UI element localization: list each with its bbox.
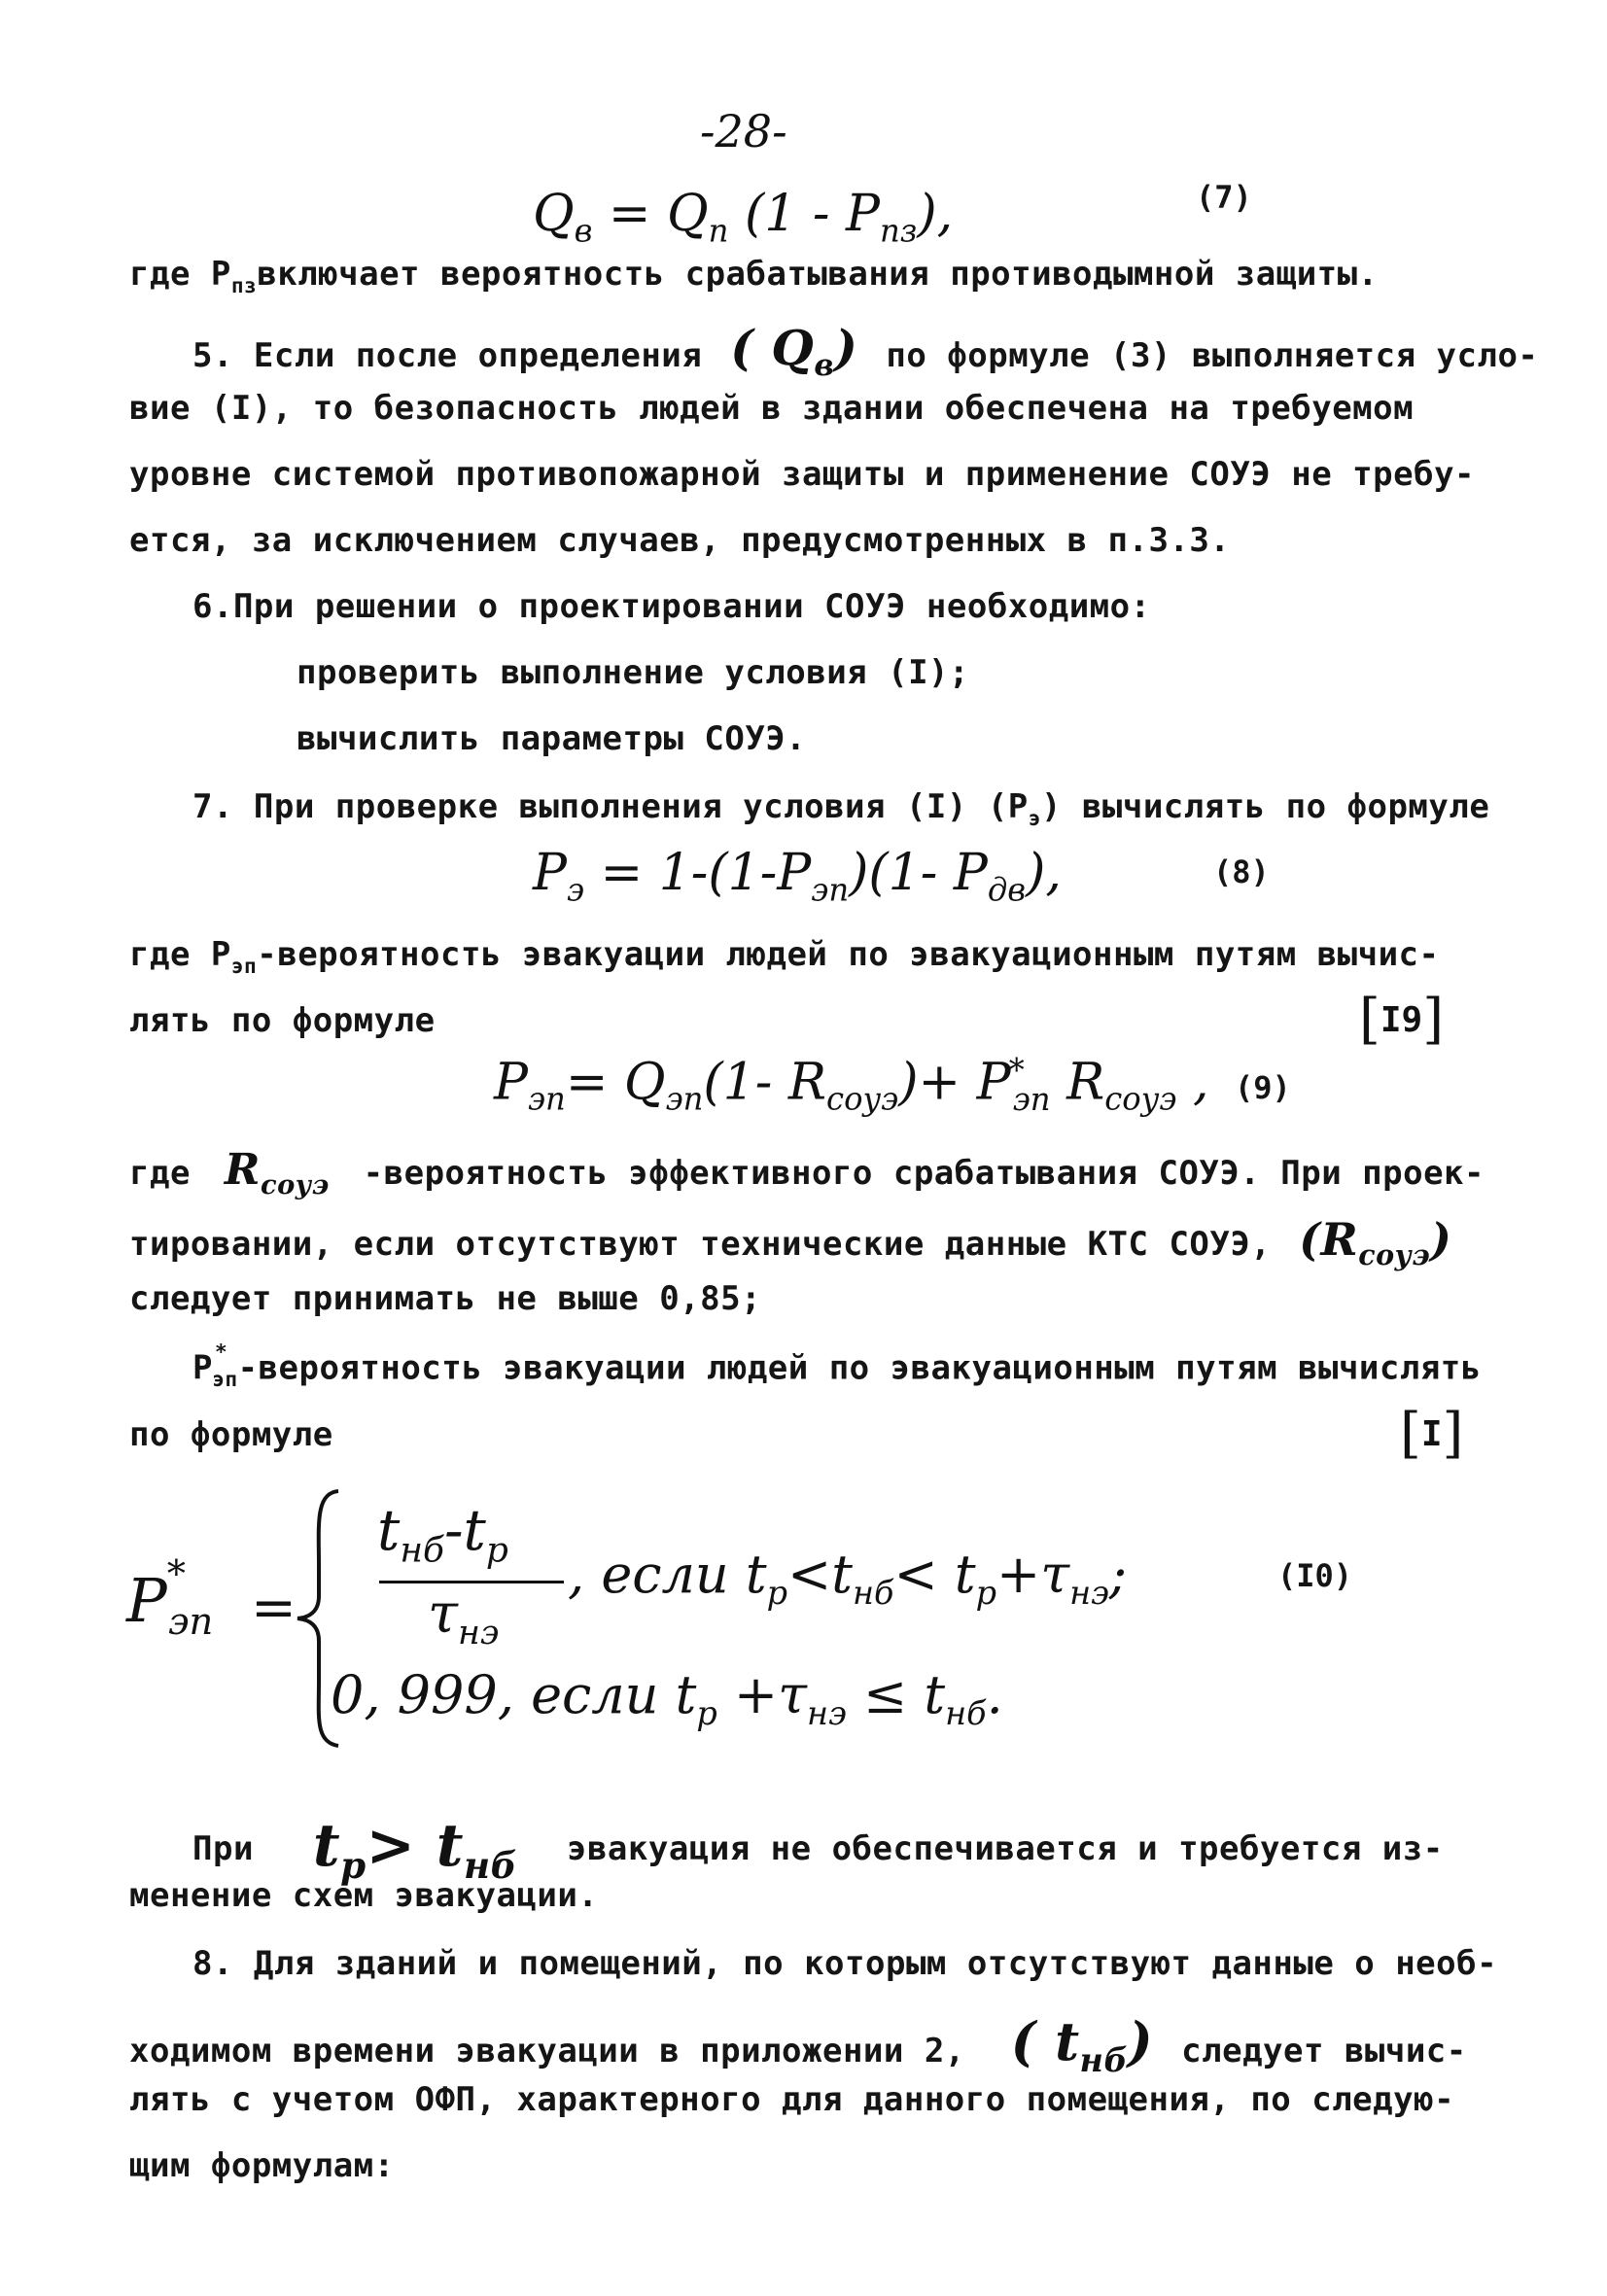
item-6-line-1: 6.При решении о проектировании СОУЭ необходимо: xyxy=(192,587,1151,626)
equation-7: $Q_в = Q_п$ $(1 - P_{пз})$, xyxy=(533,185,954,250)
equation-10-equals: = xyxy=(251,1577,297,1640)
equation-8-number: (8) xyxy=(1213,853,1270,890)
item-8-line-1: 8. Для зданий и помещений, по которым отсутствуют данные о необ- xyxy=(192,1944,1498,1983)
equation-10-denominator: $\tau_{нэ}$ xyxy=(428,1583,500,1653)
equation-9: $P_{эп}= Q_{эп}(1-$ $R_{соуэ})+ P^*_{эп}$ $R_{соуэ}$ , xyxy=(494,1052,1209,1118)
page-number: -28- xyxy=(700,105,787,157)
equation-10-lhs: $P^*_{эп}$ xyxy=(126,1552,214,1645)
reference-19: [I9] xyxy=(1359,988,1445,1051)
after-line-2: менение схем эвакуации. xyxy=(129,1876,599,1915)
equation-10-case-2: 0, 999, если $t_р +\tau_{нэ} \le t_{нб}$. xyxy=(331,1664,1003,1732)
after-line-1: При $t_р> t_{нб}$ эвакуация не обеспечивается и требуется из- xyxy=(192,1812,1444,1887)
item-6-line-3: вычислить параметры СОУЭ. xyxy=(297,719,807,758)
item-7-line-1: 7. При проверке выполнения условия (I) $(P_э)$ вычислять по формуле xyxy=(192,787,1490,830)
item-7-line-5: тировании, если отсутствуют технические данные КТС СОУЭ, $(R_{соуэ})$ xyxy=(129,1213,1452,1272)
item-7-line-2: где $P_{эп}$-вероятность эвакуации людей по эвакуационным путям вычис- xyxy=(129,935,1440,978)
item-8-line-4: щим формулам: xyxy=(129,2146,395,2185)
item-5-line-1: 5. Если после определения ( $Q_в$) по формуле (3) выполняется усло- xyxy=(192,319,1539,383)
item-7-line-3: лять по формуле xyxy=(129,1001,436,1040)
item-5-line-2: вие (I), то безопасность людей в здании обеспечена на требуемом xyxy=(129,389,1415,428)
item-7-line-4: где $R_{соуэ}$ -вероятность эффективного срабатывания СОУЭ. При проек- xyxy=(129,1145,1485,1200)
text-line: где $P_{пз}включает$ вероятность срабатывания противодымной защиты. xyxy=(129,255,1379,297)
equation-10-number: (I0) xyxy=(1277,1557,1353,1594)
reference-1: [I] xyxy=(1400,1402,1464,1465)
item-7-line-6: следует принимать не выше 0,85; xyxy=(129,1279,762,1318)
item-5-line-4: ется, за исключением случаев, предусмотренных в п.3.3. xyxy=(129,521,1231,560)
item-6-line-2: проверить выполнение условия (I); xyxy=(297,653,970,692)
equation-10-numerator: $t_{нб}-t_р$ xyxy=(377,1497,508,1571)
equation-7-number: (7) xyxy=(1196,179,1252,216)
item-8-line-3: лять с учетом ОФП, характерного для данного помещения, по следую- xyxy=(129,2080,1455,2119)
equation-10-case-1: , если $t_р<t_{нб}< t_р+\tau_{нэ}$; xyxy=(568,1544,1128,1612)
equation-8: $P_э = 1-(1-P_{эп})(1-$ $P_{дв}$), xyxy=(533,844,1062,909)
item-7-line-7: $P^*_{эп}$-вероятность эвакуации людей по эвакуационным путям вычислять xyxy=(192,1339,1482,1392)
item-8-line-2: ходимом времени эвакуации в приложении 2, ( $t_{нб}$) следует вычис- xyxy=(129,2010,1467,2079)
item-5-line-3: уровне системой противопожарной защиты и применение СОУЭ не требу- xyxy=(129,455,1476,494)
item-7-line-8: по формуле xyxy=(129,1415,333,1454)
equation-9-number: (9) xyxy=(1235,1069,1291,1106)
